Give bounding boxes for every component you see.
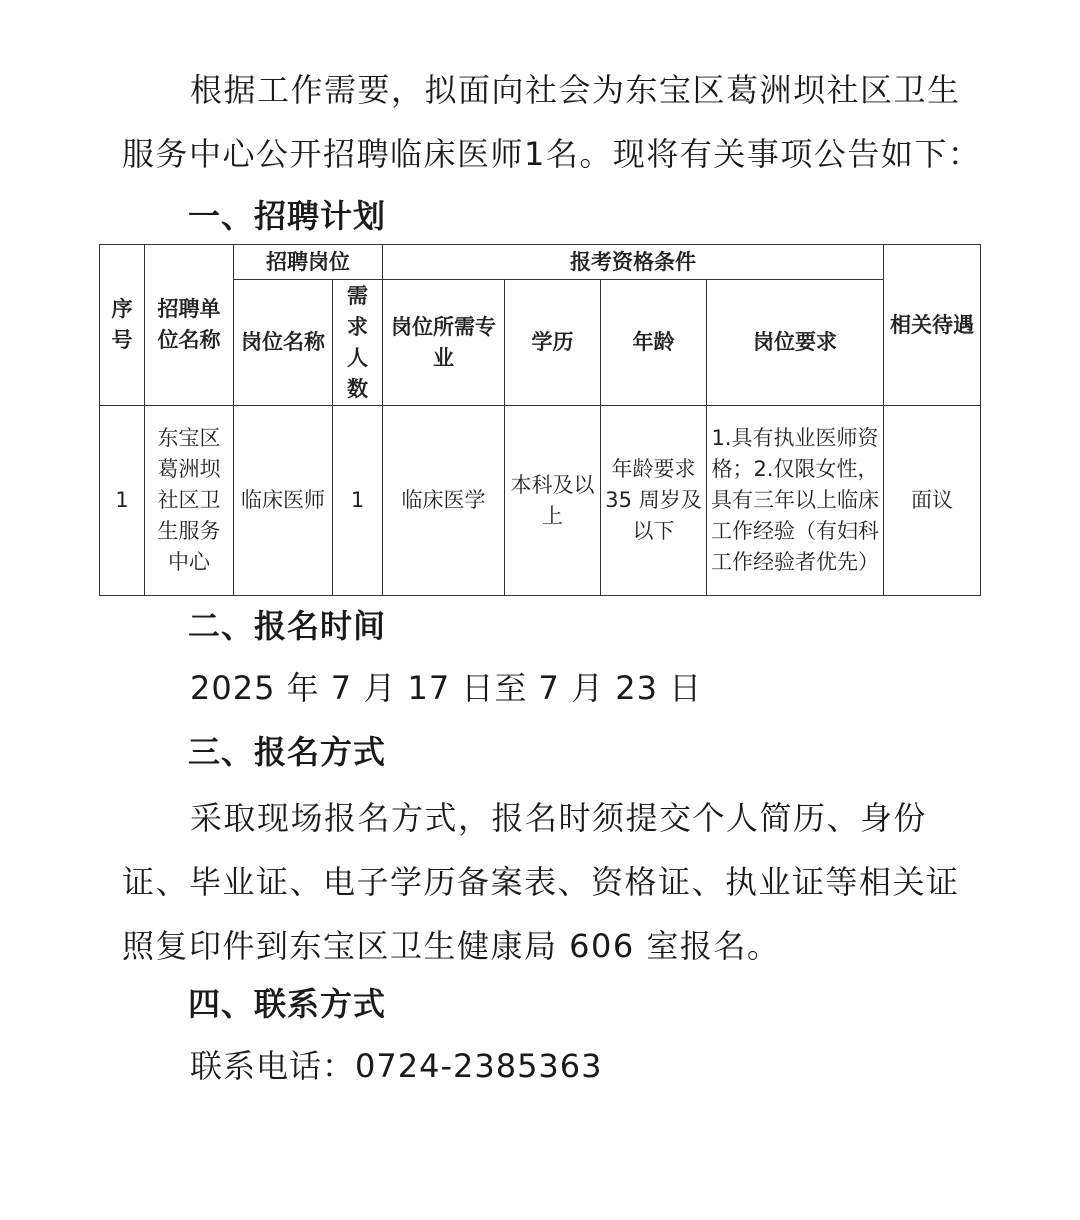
section-heading-contact: 四、联系方式 [188, 985, 387, 1023]
cell-age: 年龄要求 35 周岁及以下 [601, 406, 707, 596]
header-qualification-group: 报考资格条件 [383, 245, 884, 280]
cell-post-name: 临床医师 [234, 406, 333, 596]
header-education: 学历 [505, 280, 601, 406]
cell-education: 本科及以上 [505, 406, 601, 596]
header-treatment: 相关待遇 [884, 245, 981, 406]
header-seq: 序号 [100, 245, 145, 406]
cell-post-count: 1 [333, 406, 383, 596]
cell-treatment: 面议 [884, 406, 981, 596]
section-heading-time: 二、报名时间 [188, 607, 387, 645]
header-unit: 招聘单位名称 [145, 245, 234, 406]
section-heading-plan: 一、招聘计划 [188, 197, 387, 235]
header-post-count: 需求人数 [333, 280, 383, 406]
header-age: 年龄 [601, 280, 707, 406]
header-post-name: 岗位名称 [234, 280, 333, 406]
cell-major: 临床医学 [383, 406, 505, 596]
registration-method-paragraph: 采取现场报名方式，报名时须提交个人简历、身份证、毕业证、电子学历备案表、资格证、执业证等相关证照复印件到东宝区卫生健康局 606 室报名。 [122, 799, 960, 965]
cell-seq: 1 [100, 406, 145, 596]
header-post-group: 招聘岗位 [234, 245, 383, 280]
intro-paragraph: 根据工作需要，拟面向社会为东宝区葛洲坝社区卫生服务中心公开招聘临床医师1名。现将有关事项公告如下： [122, 71, 982, 173]
cell-unit: 东宝区葛洲坝社区卫生服务中心 [145, 406, 234, 596]
cell-requirement: 1.具有执业医师资格；2.仅限女性，具有三年以上临床工作经验（有妇科工作经验者优先） [707, 406, 884, 596]
recruitment-plan-table [99, 244, 981, 596]
section-heading-method: 三、报名方式 [188, 733, 387, 771]
header-requirement: 岗位要求 [707, 280, 884, 406]
registration-time: 2025 年 7 月 17 日至 7 月 23 日 [190, 669, 703, 707]
contact-phone: 联系电话：0724-2385363 [190, 1047, 603, 1085]
table-row [100, 406, 981, 596]
header-major: 岗位所需专业 [383, 280, 505, 406]
